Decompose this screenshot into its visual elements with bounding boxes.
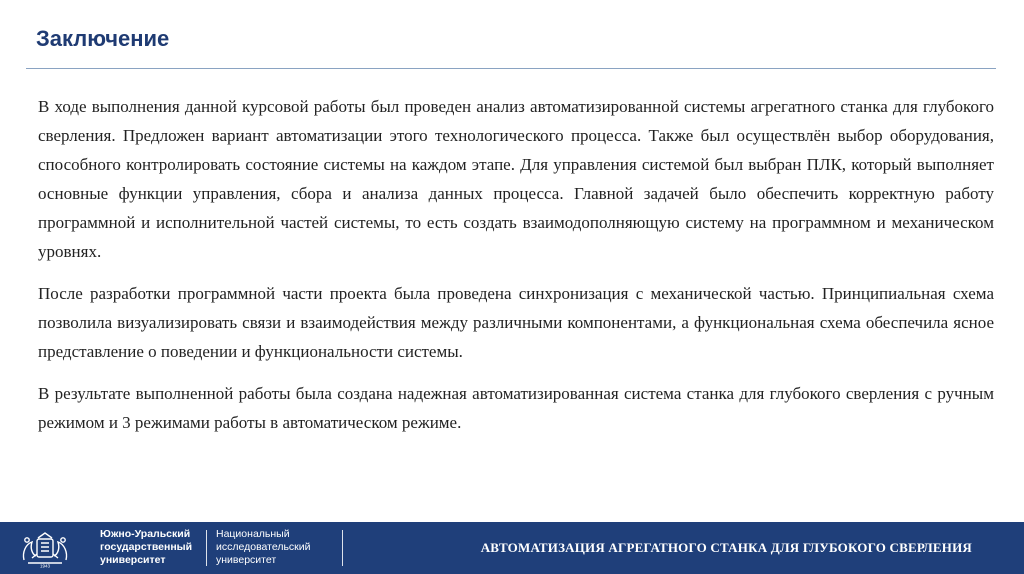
body-paragraph: В результате выполненной работы была создана надежная автоматизированная система станка для глубокого сверления с ручным режимом и 3 режимами работы в автоматическом режиме. bbox=[38, 384, 994, 432]
university-name-line: Южно-Уральский bbox=[100, 528, 191, 540]
university-status-line: университет bbox=[216, 554, 277, 566]
footer-divider bbox=[206, 530, 207, 566]
university-name-line: государственный bbox=[100, 541, 193, 553]
footer-bar bbox=[0, 522, 1024, 574]
university-emblem-icon bbox=[18, 530, 72, 568]
university-status bbox=[216, 528, 311, 567]
body-paragraph: В ходе выполнения данной курсовой работы был проведен анализ автоматизированной системы агрегатного станка для глубокого сверления. Предложен вариант автоматизации этого технологического процесса. Также был осуществлён выбор оборудования, способного контролировать состояние системы на каждом этапе. Для управления системой был выбран ПЛК, который выполняет основные функции управления, сбора и анализа данных процесса. Главной задачей было обеспечить корректную работу программной и исполнительной частей системы, то есть создать взаимодополняющую систему на программном и механическом уровнях. bbox=[38, 97, 994, 261]
slide-title: Заключение bbox=[36, 26, 170, 51]
footer-caption: АВТОМАТИЗАЦИЯ АГРЕГАТНОГО СТАНКА ДЛЯ ГЛУБОКОГО СВЕРЛЕНИЯ bbox=[480, 540, 972, 555]
logo-year: 1943 bbox=[39, 563, 51, 568]
university-status-line: Национальный bbox=[216, 528, 290, 540]
body-paragraph: После разработки программной части проекта была проведена синхронизация с механической частью. Принципиальная схема позволила визуализировать связи и взаимодействия между различными компонентами, а функциональная схема обеспечила ясное представление о поведении и функциональности системы. bbox=[38, 284, 994, 361]
footer-divider bbox=[342, 530, 343, 566]
title-divider bbox=[26, 68, 996, 69]
university-status-line: исследовательский bbox=[216, 541, 311, 553]
slide-body bbox=[38, 92, 994, 450]
university-name-line: университет bbox=[100, 554, 166, 566]
university-name bbox=[100, 528, 192, 567]
